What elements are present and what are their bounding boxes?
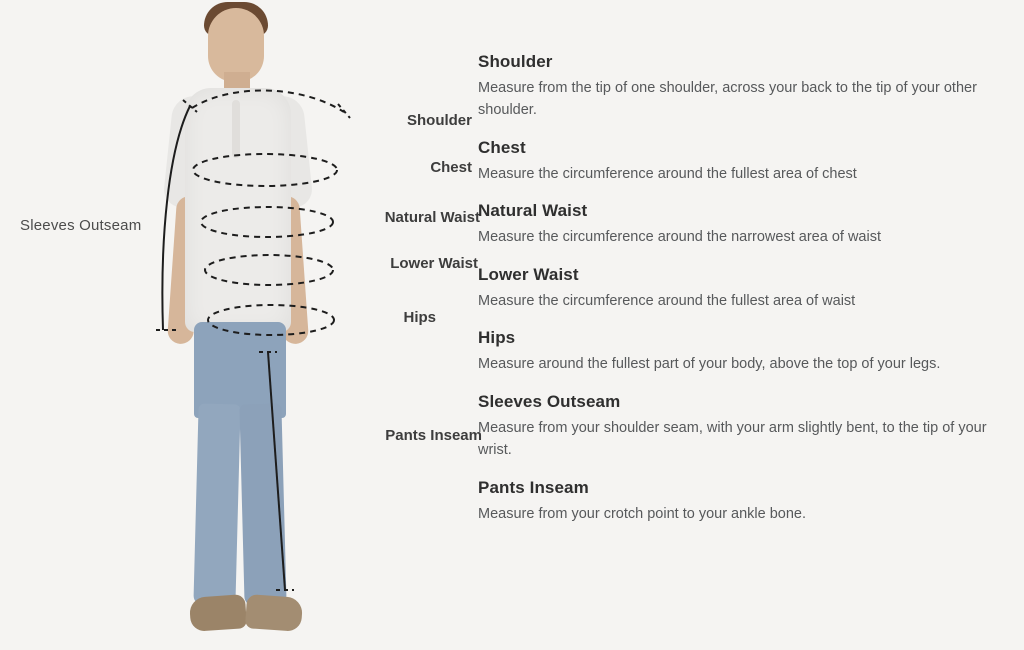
callout-pants-inseam: Pants Inseam xyxy=(385,427,482,444)
body-figure-illustration xyxy=(150,0,370,650)
figure-right-leg xyxy=(239,403,286,606)
description-shoulder-text: Measure from the tip of one shoulder, across your back to the tip of your other shoulder. xyxy=(478,80,977,119)
figure-right-shoe xyxy=(245,594,303,632)
description-lower-waist-text: Measure the circumference around the fullest area of waist xyxy=(478,292,856,309)
description-shoulder xyxy=(478,52,1006,122)
callout-natural-waist: Natural Waist xyxy=(384,209,480,226)
description-natural-waist-title: Natural Waist xyxy=(478,201,588,221)
description-lower-waist-title: Lower Waist xyxy=(478,264,579,284)
description-pants-inseam-text: Measure from your crotch point to your ankle bone. xyxy=(478,505,807,522)
callout-shoulder: Shoulder xyxy=(406,112,472,129)
description-natural-waist xyxy=(478,201,1006,248)
description-pants-inseam-title: Pants Inseam xyxy=(478,477,589,497)
description-lower-waist xyxy=(478,265,1006,312)
description-hips xyxy=(478,328,1006,375)
description-pants-inseam xyxy=(478,478,1006,525)
label-sleeves-outseam-left: Sleeves Outseam xyxy=(20,217,142,234)
description-shoulder-title: Shoulder xyxy=(478,52,553,71)
description-sleeves-outseam-text: Measure from your shoulder seam, with your arm slightly bent, to the tip of your wrist. xyxy=(478,419,987,459)
description-hips-text: Measure around the fullest part of your body, above the top of your legs. xyxy=(478,356,941,373)
figure-head xyxy=(208,8,264,82)
description-chest-text: Measure the circumference around the fullest area of chest xyxy=(478,165,857,182)
description-chest xyxy=(478,138,1006,185)
description-natural-waist-text: Measure the circumference around the narrowest area of waist xyxy=(478,229,881,246)
description-hips-title: Hips xyxy=(478,328,516,348)
callout-lower-waist: Lower Waist xyxy=(390,255,478,272)
descriptions-column xyxy=(478,52,1006,541)
description-sleeves-outseam-title: Sleeves Outseam xyxy=(478,391,621,411)
figure-left-leg xyxy=(193,403,240,606)
figure-shirt-placket xyxy=(232,100,240,158)
callout-hips: Hips xyxy=(403,309,436,326)
description-chest-title: Chest xyxy=(478,137,526,157)
figure-left-shoe xyxy=(189,594,247,632)
callout-chest: Chest xyxy=(430,159,472,176)
description-sleeves-outseam xyxy=(478,392,1006,462)
